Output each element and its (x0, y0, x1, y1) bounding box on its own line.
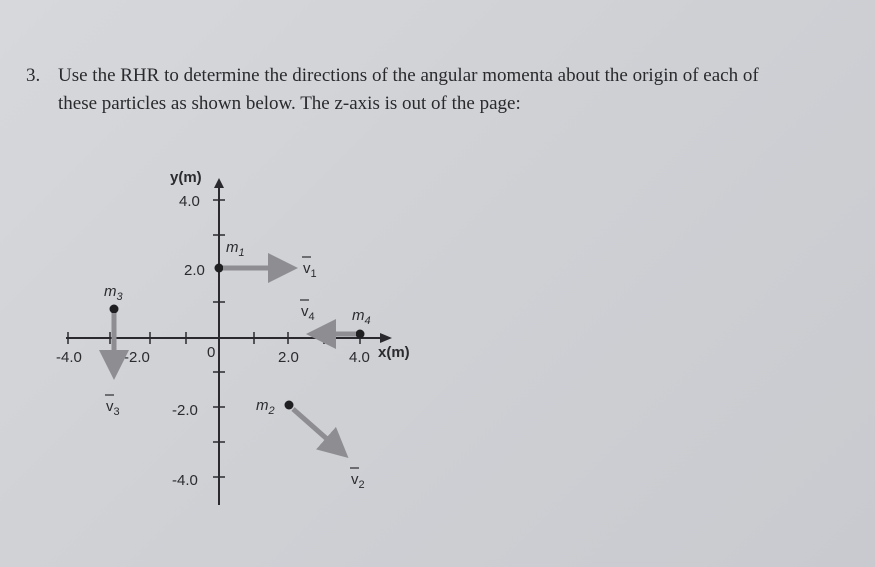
x-axis-label: x(m) (378, 344, 410, 361)
y-tick-label: 4.0 (179, 193, 200, 210)
y-tick-label: -2.0 (172, 402, 198, 419)
y-tick-label: -4.0 (172, 472, 198, 489)
x-tick-label: -4.0 (56, 349, 82, 366)
x-tick-label: 2.0 (278, 349, 299, 366)
velocity-v2-label: $v_2$ (351, 471, 365, 491)
velocity-v3-label: $v_3$ (106, 398, 120, 418)
velocity-v2-arrow (293, 409, 344, 454)
particle-m3-label: $m_3$ (104, 283, 123, 303)
y-tick-label: 2.0 (184, 262, 205, 279)
x-tick-label: 4.0 (349, 349, 370, 366)
problem-number: 3. (26, 65, 41, 86)
x-axis-arrowhead (380, 333, 392, 343)
velocity-v1-label: $v_1$ (303, 260, 317, 280)
origin-label: 0 (207, 344, 216, 361)
problem-line-1: Use the RHR to determine the directions of the angular momenta about the origin of each of (58, 65, 759, 86)
particle-m2-label: $m_2$ (256, 397, 275, 417)
particle-m3-dot (110, 305, 119, 314)
particle-m1-label: $m_1$ (226, 239, 245, 259)
velocity-v4-label: $v_4$ (301, 303, 315, 323)
particle-m4-dot (356, 330, 365, 339)
particle-m1-dot (215, 264, 224, 273)
particle-m2-dot (285, 401, 294, 410)
particle-m4-label: $m_4$ (352, 307, 371, 327)
x-tick-label: -2.0 (124, 349, 150, 366)
problem-line-2: these particles as shown below. The z-axis is out of the page: (58, 93, 521, 114)
y-axis-label: y(m) (170, 169, 202, 186)
